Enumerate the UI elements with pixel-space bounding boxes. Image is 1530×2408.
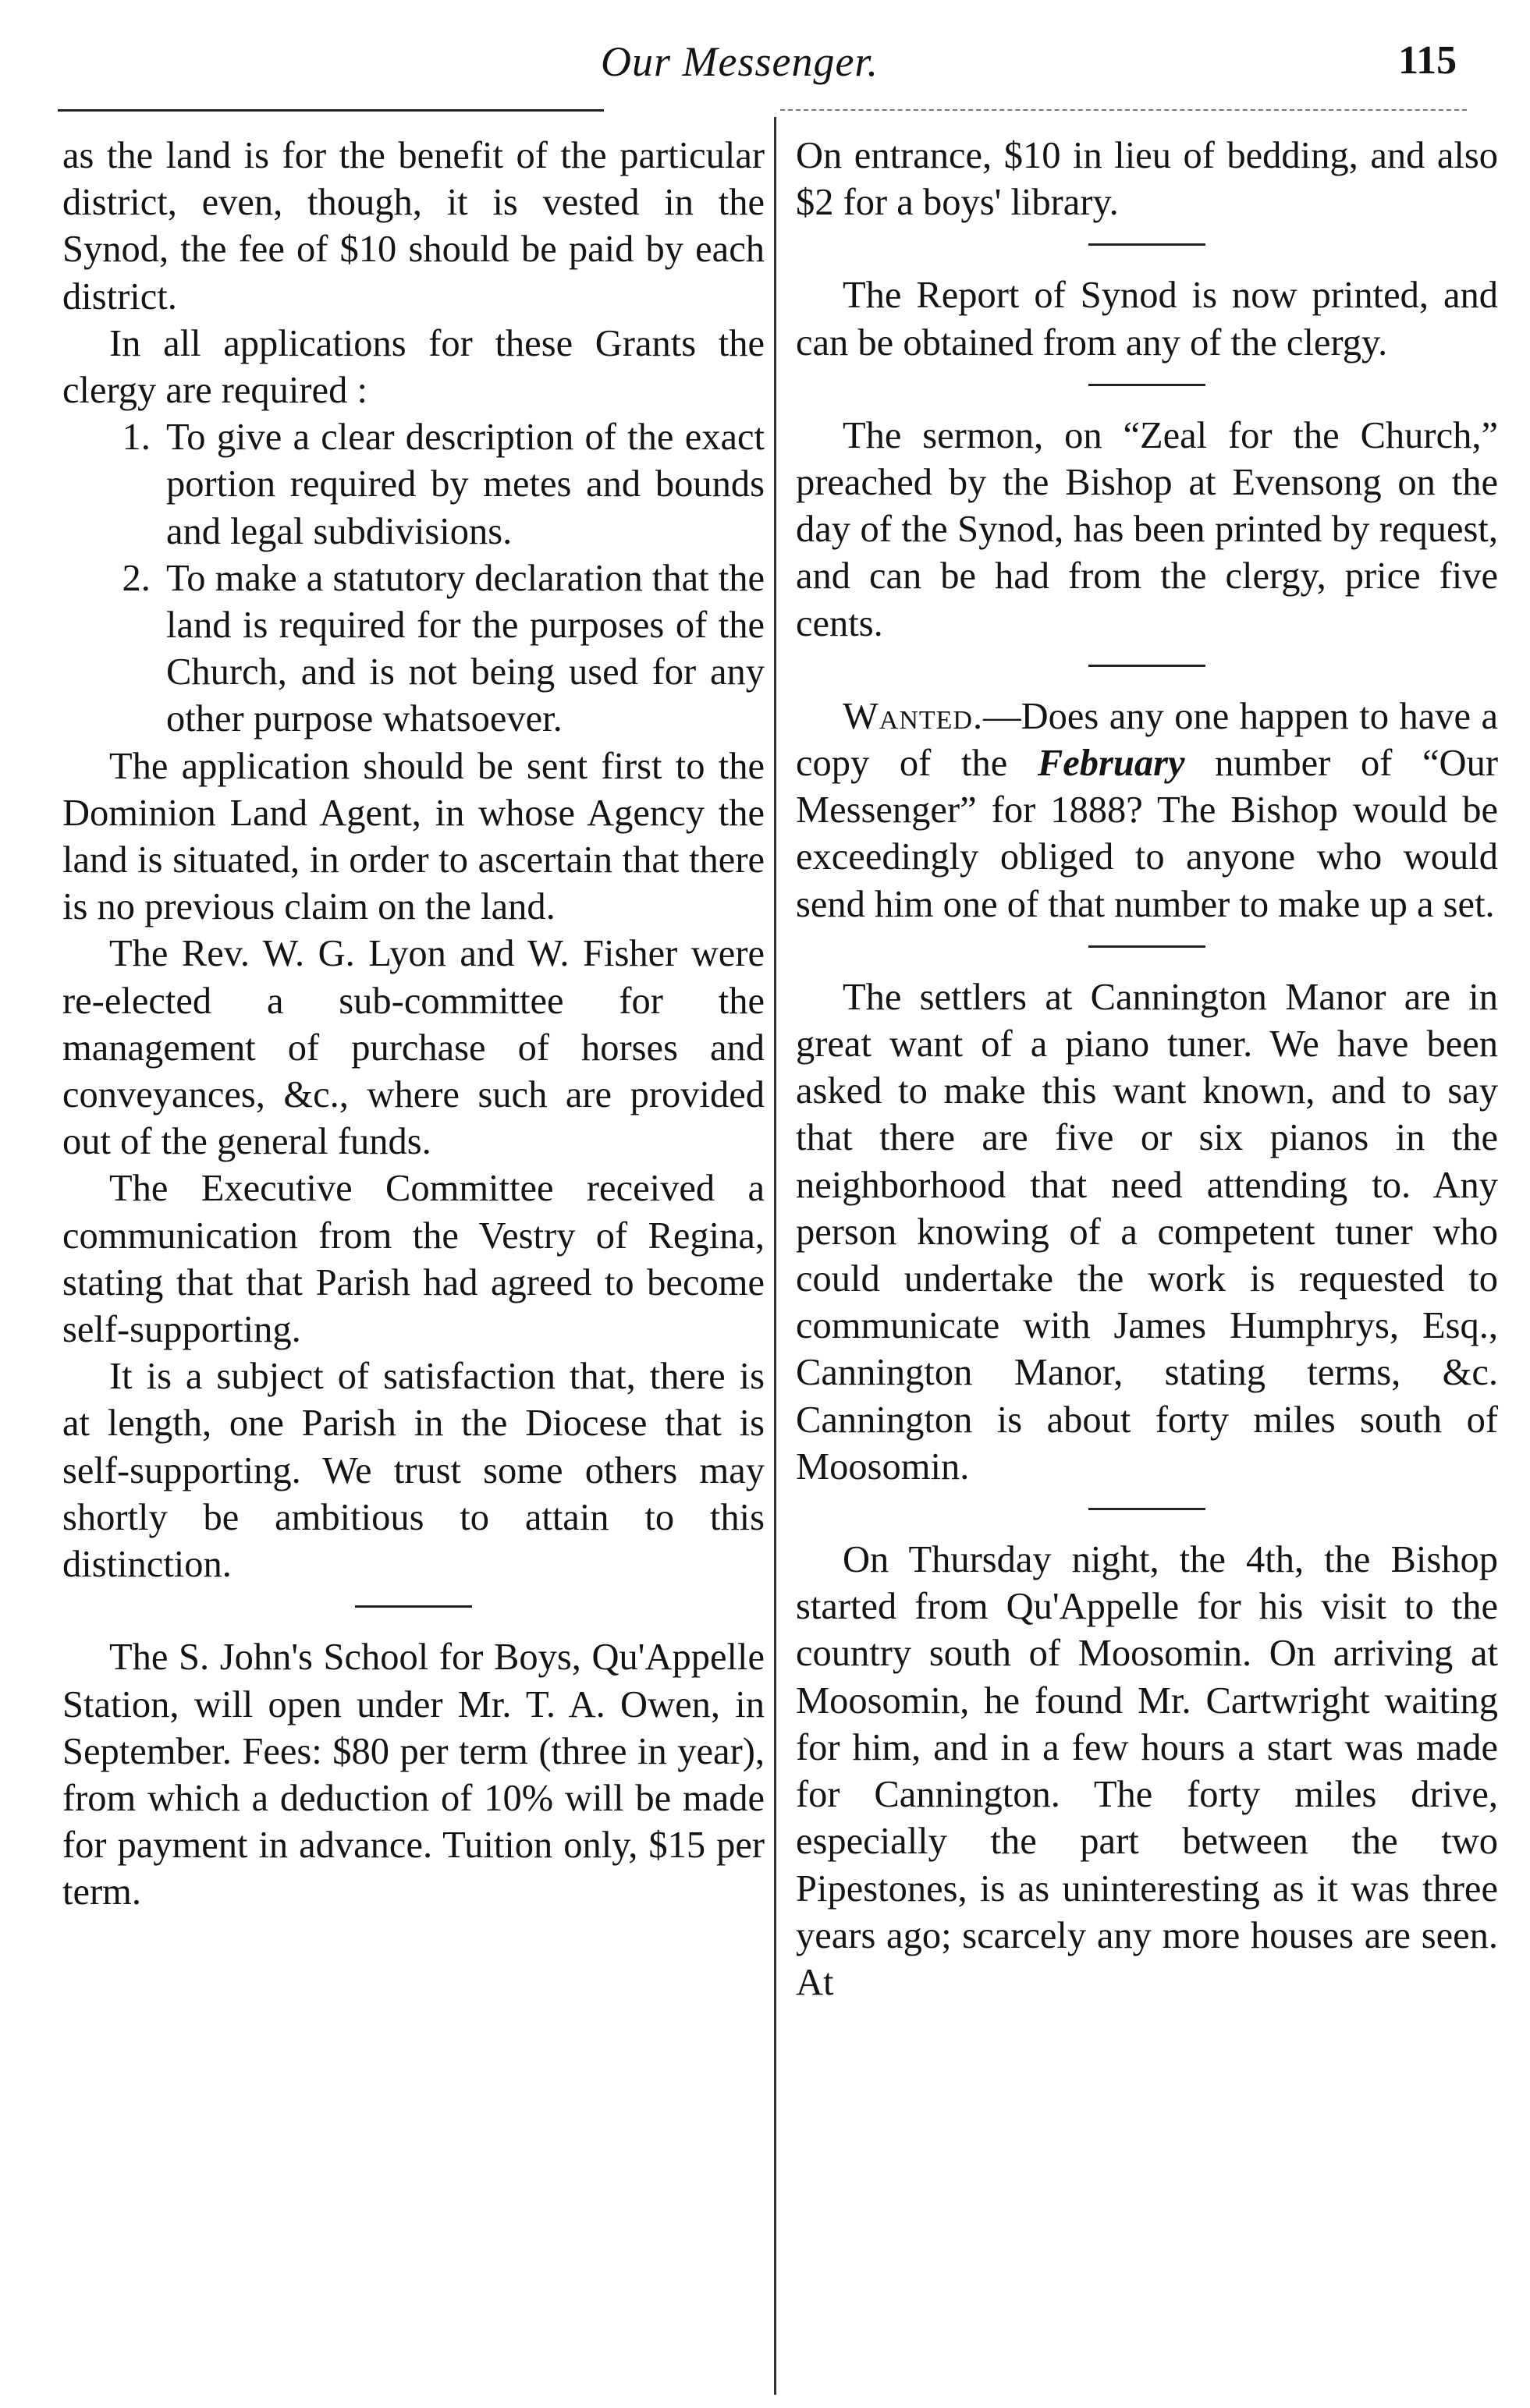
paragraph-land-fee: as the land is for the benefit of the particular district, even, though, it is vested in the Synod, the fee of $10 should be paid by each district. <box>62 135 765 317</box>
section-separator <box>1088 945 1205 948</box>
right-column <box>796 133 1498 2006</box>
wanted-month: February <box>1037 743 1185 785</box>
left-column <box>62 133 765 1917</box>
paragraph-synod-report: The Report of Synod is now printed, and can be obtained from any of the clergy. <box>796 275 1498 364</box>
paragraph-entrance-fees: On entrance, $10 in lieu of bedding, and also $2 for a boys' library. <box>796 135 1498 224</box>
section-separator <box>1088 665 1205 667</box>
column-divider <box>774 117 776 2395</box>
paragraph-piano-tuner: The settlers at Cannington Manor are in great want of a piano tuner. We have been asked to make this want known, and to say that there are five or six pianos in the neighborhood that need attending to. Any person knowing of a competent tuner who could undertake the work is requested to communicate with James Humphrys, Esq., Cannington Manor, stating terms, &c. Cannington is about forty miles south of Moosomin. <box>796 976 1498 1488</box>
wanted-text-start: —Does any one happen to have a copy of the <box>796 695 1498 785</box>
paragraph-wanted-notice <box>796 693 1498 928</box>
wanted-text-end: number of “Our Messenger” for 1888? The Bishop would be exceedingly obliged to anyone who would send him one of that number to make up a set. <box>796 743 1498 925</box>
section-separator <box>1088 1508 1205 1510</box>
running-head <box>0 31 1530 94</box>
page-number: 115 <box>1398 38 1457 83</box>
header-rule-faint <box>780 109 1467 111</box>
paragraph-bishop-visit: On Thursday night, the 4th, the Bishop started from Qu'Appelle for his visit to the country south of Moosomin. On arriving at Moosomin, he found Mr. Cartwright waiting for him, and in a few hours a start was made for Cannington. The forty miles drive, especially the part between the two Pipestones, is as uninteresting as it was three years ago; scarcely any more houses are seen. At <box>796 1539 1498 2003</box>
list-item: 2. To make a statutory declaration that the land is required for the purposes of the Church, and is not being used for any other purpose whatsoever. <box>160 555 765 743</box>
paragraph-regina-vestry: The Executive Committee received a communication from the Vestry of Regina, stating that that Parish had agreed to become self-supporting. <box>62 1168 765 1351</box>
paragraph-school-for-boys: The S. John's School for Boys, Qu'Appelle Station, will open under Mr. T. A. Owen, in September. Fees: $80 per term (three in year), from which a deduction of 10% will be made for payment in advance. Tuition only, $15 per term. <box>62 1637 765 1913</box>
paragraph-application-process: The application should be sent first to the Dominion Land Agent, in whose Agency the land is situated, in order to ascertain that there is no previous claim on the land. <box>62 745 765 928</box>
section-separator <box>1088 384 1205 386</box>
wanted-lead: Wanted. <box>843 695 984 737</box>
requirements-list <box>62 414 765 743</box>
paragraph-grant-applications: In all applications for these Grants the clergy are required : <box>62 322 765 412</box>
list-item: 1. To give a clear description of the exact portion required by metes and bounds and legal subdivisions. <box>160 414 765 555</box>
section-separator <box>1088 243 1205 246</box>
page-title: Our Messenger. <box>601 38 879 85</box>
header-rule <box>58 109 604 112</box>
paragraph-sermon: The sermon, on “Zeal for the Church,” preached by the Bishop at Evensong on the day of the Synod, has been printed by request, and can be had from the clergy, price five cents. <box>796 414 1498 644</box>
paragraph-self-supporting: It is a subject of satisfaction that, there is at length, one Parish in the Diocese that is self-supporting. We trust some others may shortly be ambitious to attain to this distinction. <box>62 1356 765 1586</box>
section-separator <box>355 1605 472 1608</box>
paragraph-sub-committee: The Rev. W. G. Lyon and W. Fisher were re-elected a sub-committee for the management of purchase of horses and conveyances, &c., where such are provided out of the general funds. <box>62 933 765 1163</box>
